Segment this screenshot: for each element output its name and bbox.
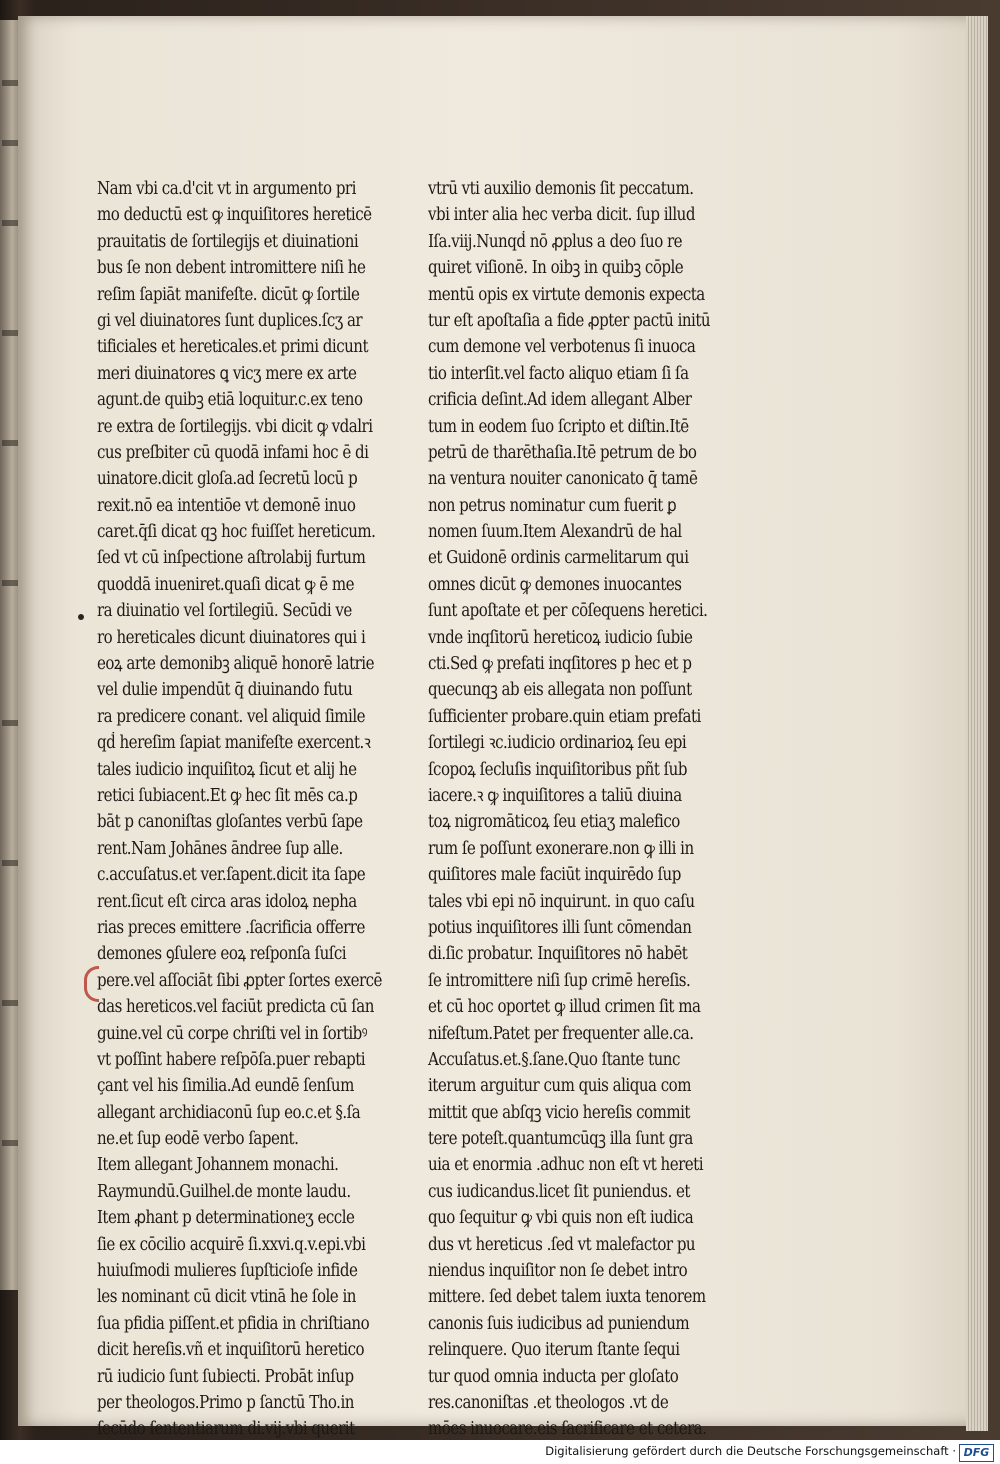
text-line: ſe intromittere niſi ſup crimē hereſis. (428, 970, 691, 991)
text-line: les nominant cū dicit vtinā he ſole in (97, 1287, 356, 1308)
text-line: tales vbi epi nō inquirunt. in quo caſu (428, 891, 695, 912)
text-line: huiuſmodi mulieres ſupſticioſe infide (97, 1261, 358, 1282)
text-line: qḋ hereſim ſapiat manifeſte exercent.ꝛ (97, 733, 371, 754)
text-line: nomen ſuum.Item Alexandrū de hal (428, 522, 682, 543)
text-line: quecunqꝫ ab eis allegata non poſſunt (428, 680, 692, 701)
text-line: toꝝ nigromāticoꝝ ſeu etiaʒ malefico (428, 812, 680, 833)
text-line: uia et enormia .adhuc non eſt vt hereti (428, 1155, 703, 1176)
text-line: tificiales et hereticales.et primi dicunt (97, 337, 369, 358)
text-line: quo ſequitur ꝙ vbi quis non eſt iudica (428, 1208, 694, 1229)
text-line: allegant archidiaconū ſup eo.c.et §.ſa (97, 1102, 361, 1123)
text-line: vel dulie impendūt q̄ diuinando futu (97, 680, 353, 701)
text-line: demones ꝯſulere eoꝝ reſponſa ſuſci (97, 944, 347, 965)
text-line: vt poſſint habere reſpōſa.puer rebapti (97, 1049, 366, 1070)
text-line: iacere.ꝛ ꝙ inquiſitores a taliū diuina (428, 785, 682, 806)
funding-notice: Digitalisierung gefördert durch die Deutsche Forschungsgemeinschaft · (545, 1444, 956, 1458)
text-line: ſed vt cū inſpectione aſtrolabij furtum (97, 548, 366, 569)
text-line: ne.et ſup eodē verbo ſapent. (97, 1129, 299, 1150)
text-line: mentū opis ex virtute demonis expecta (428, 284, 705, 305)
text-line: niendus inquiſitor non ſe debet intro (428, 1261, 688, 1282)
text-line: caret.q̄ſi dicat qꝫ hoc fuiſſet hereticum. (97, 522, 376, 543)
text-line: das hereticos.vel faciūt predicta cū ſan (97, 997, 374, 1018)
text-line: ro hereticales dicunt diuinatores qui i (97, 627, 366, 648)
text-line: ſie ex cōcilio acquirē ſi.xxvi.q.v.epi.vbi (97, 1234, 366, 1255)
margin-mark (78, 614, 84, 620)
text-line: meri diuinatores ꝗ vicʒ mere ex arte (97, 363, 357, 384)
text-line: çant vel his ſimilia.Ad eundē ſenſum (97, 1076, 354, 1097)
text-line: uinatore.dicit gloſa.ad ſecretū locū p (97, 469, 358, 490)
text-line: mōes inuocare.eis ſacrificare et cetera. (428, 1419, 707, 1440)
text-line: gi vel diuinatores ſunt duplices.ſcʒ ar (97, 310, 363, 331)
text-line: ra predicere conant. vel aliquid ſimile (97, 706, 366, 727)
text-line: agunt.de quibꝫ etiā loquitur.c.ex teno (97, 390, 363, 411)
text-line: dicit hereſis.vñ et inquiſitorū heretico (97, 1340, 365, 1361)
text-line: ſcopoꝝ ſecluſis inquiſitoribus pñt ſub (428, 759, 687, 780)
text-line: Iſa.viij.Nunqḋ nō ꝓplus a deo ſuo re (428, 231, 683, 252)
text-line: crificia deſint.Ad idem allegant Alber (428, 390, 692, 411)
page-stack-edge (966, 16, 988, 1431)
text-line: Accuſatus.et.§.ſane.Quo ſtante tunc (428, 1049, 680, 1070)
text-line: vbi inter alia hec verba dicit. ſup illud (428, 205, 695, 226)
text-line: ſufficienter probare.quin etiam prefati (428, 706, 701, 727)
text-column-left (97, 176, 417, 1443)
text-line: di.ſic probatur. Inquiſitores nō habēt (428, 944, 688, 965)
text-line: mittit que abſqꝫ vicio hereſis commit (428, 1102, 690, 1123)
text-line: tales iudicio inquiſitoꝝ ſicut et alij he (97, 759, 357, 780)
text-line: et cū hoc oportet ꝙ illud crimen ſit ma (428, 997, 701, 1018)
text-line: bus ſe non debent intromittere niſi he (97, 258, 366, 279)
text-line: tum in eodem ſuo ſcripto et diſtin.Itē (428, 416, 689, 437)
text-line: bāt p canoniſtas gloſantes verbū ſape (97, 812, 363, 833)
text-line: petrū de tharēthaſia.Itē petrum de bo (428, 442, 697, 463)
text-line: ſortilegi ꝛc.iudicio ordinarioꝝ ſeu epi (428, 733, 687, 754)
dfg-logo: DFG (959, 1444, 994, 1462)
text-line: mittere. ſed debet talem iuxta tenorem (428, 1287, 706, 1308)
text-line: rum ſe poſſunt exonerare.non ꝙ illi in (428, 838, 694, 859)
text-line: vtrū vti auxilio demonis ſit peccatum. (428, 179, 694, 199)
text-line: dus vt hereticus .ſed vt malefactor pu (428, 1234, 696, 1255)
text-line: tio interſit.vel facto aliquo etiam ſi ſa (428, 363, 689, 384)
text-line: retici ſubiacent.Et ꝙ hec ſit mēs ca.p (97, 785, 358, 806)
footer-bar (0, 1440, 1000, 1464)
text-line: et Guidonē ordinis carmelitarum qui (428, 548, 689, 569)
text-line: c.accuſatus.et ver.ſapent.dicit ita ſape (97, 865, 366, 886)
text-line: cus preſbiter cū quodā infami hoc ē di (97, 442, 369, 463)
text-line: eoꝝ arte demonibꝫ aliquē honorē latrie (97, 654, 375, 675)
text-line: cum demone vel verbotenus ſi inuoca (428, 337, 696, 358)
text-line: cus iudicandus.licet ſit puniendus. et (428, 1181, 690, 1202)
text-line: res.canoniſtas .et theologos .vt de (428, 1392, 669, 1413)
text-line: tur quod omnia inducta per gloſato (428, 1366, 679, 1387)
text-line: Nam vbi ca.d'cit vt in argumento pri (97, 179, 356, 199)
text-line: Item allegant Johannem monachi. (97, 1155, 339, 1176)
text-line: rexit.nō ea intentiōe vt demonē inuo (97, 495, 356, 516)
text-line: quoddā inueniret.quaſi dicat ꝙ ē me (97, 574, 355, 595)
text-line: tur eſt apoſtaſia a fide ꝓpter pactū initū (428, 310, 711, 331)
text-line: omnes dicūt ꝙ demones inuocantes (428, 574, 682, 595)
text-line: prauitatis de ſortilegijs et diuinationi (97, 231, 359, 252)
text-line: ſua pfidia piſſent.et pfidia in chriſtiano (97, 1313, 370, 1334)
text-line: pere.vel aſſociāt ſibi ꝓpter ſortes exercē (97, 970, 382, 991)
text-line: rent.Nam Johānes āndree ſup alle. (97, 838, 343, 859)
text-line: per theologos.Primo p ſanctū Tho.in (97, 1392, 354, 1413)
text-line: rent.ſicut eſt circa aras idoloꝝ nepha (97, 891, 357, 912)
text-line: ra diuinatio vel ſortilegiū. Secūdi ve (97, 601, 352, 622)
text-line: quiſitores male faciūt inquirēdo ſup (428, 865, 681, 886)
text-line: Raymundū.Guilhel.de monte laudu. (97, 1181, 351, 1202)
text-line: ſunt apoſtate et per cōſequens heretici. (428, 601, 708, 622)
text-line: guine.vel cū corpe chriſti vel in ſortibꝰ (97, 1023, 367, 1044)
text-line: non petrus nominatur cum fuerit ꝑ (428, 495, 677, 516)
text-line: quiret viſionē. In oibꝫ in quibꝫ cōple (428, 258, 684, 279)
text-line: ſecūdo ſententiarum di.vij.vbi querit (97, 1419, 355, 1440)
text-line: cti.Sed ꝙ prefati inqſitores p hec et p (428, 654, 692, 675)
text-line: relinquere. Quo iterum ſtante ſequi (428, 1340, 680, 1361)
text-line: nifeſtum.Patet per frequenter alle.ca. (428, 1023, 694, 1044)
text-line: na ventura nouiter canonicato q̄ tamē (428, 469, 698, 490)
text-line: rias preces emittere .ſacrificia offerre (97, 917, 365, 938)
text-line: canonis ſuis iudicibus ad puniendum (428, 1313, 690, 1334)
text-line: tere poteſt.quantumcūqꝫ illa ſunt gra (428, 1129, 693, 1150)
text-line: vnde inqſitorū hereticoꝝ iudicio ſubie (428, 627, 693, 648)
text-line: potius inquiſitores illi ſunt cōmendan (428, 917, 692, 938)
text-line: re extra de ſortilegijs. vbi dicit ꝙ vdalri (97, 416, 373, 437)
text-line: Item ꝓhant p determinationeʒ eccle (97, 1208, 355, 1229)
text-line: iterum arguitur cum quis aliqua com (428, 1076, 691, 1097)
text-line: rū iudicio ſunt ſubiecti. Probāt inſup (97, 1366, 354, 1387)
text-line: reſim ſapiāt manifeſte. dicūt ꝙ ſortile (97, 284, 360, 305)
text-column-right (428, 176, 748, 1443)
text-line: mo deductū est ꝙ inquiſitores hereticē (97, 205, 372, 226)
